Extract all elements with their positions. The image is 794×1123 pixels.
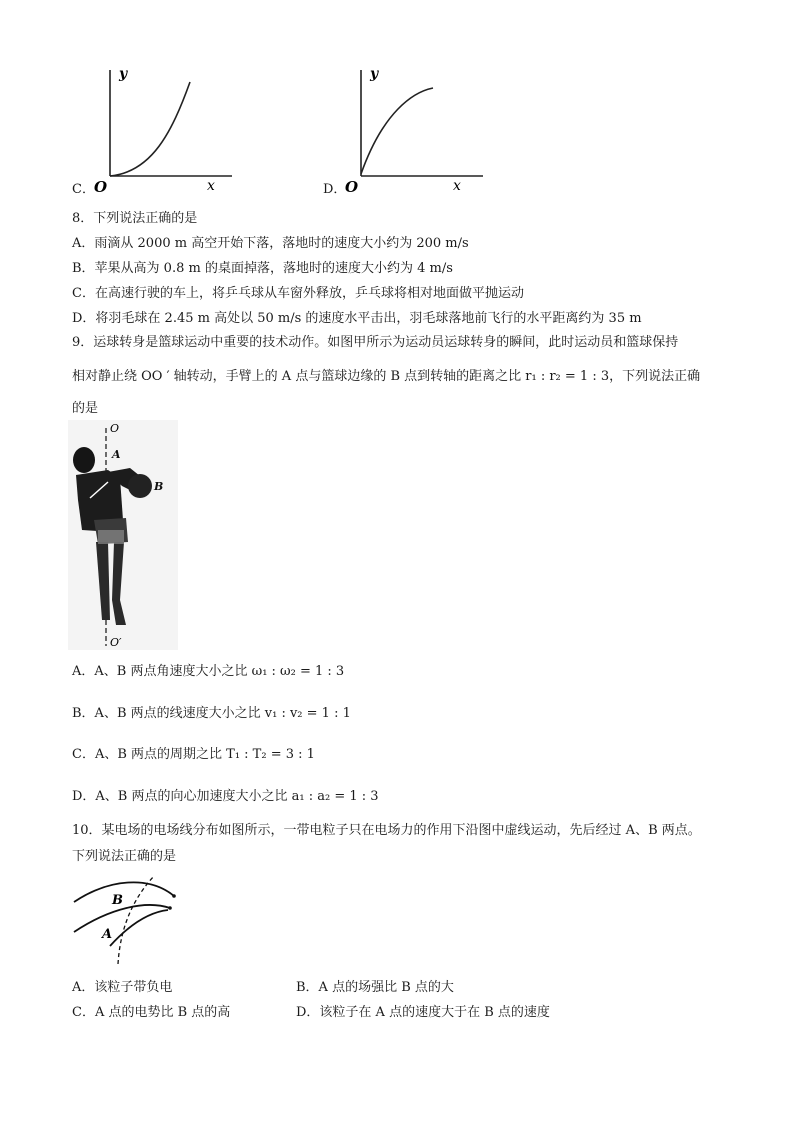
particle-trajectory [118, 876, 154, 964]
point-a-label: A [102, 927, 113, 942]
origin-label: O [94, 178, 108, 196]
q8-option-c: C．在高速行驶的车上，将乒乓球从车窗外释放，乒乓球将相对地面做平抛运动 [72, 286, 524, 301]
y-axis-label: y [370, 66, 379, 82]
q8-stem: 8．下列说法正确的是 [72, 211, 198, 226]
basketball [128, 474, 152, 498]
q7-graph-c [92, 62, 242, 197]
q8-option-a: A．雨滴从 2000 m 高空开始下落，落地时的速度大小约为 200 m/s [72, 236, 469, 251]
x-axis-label: x [207, 178, 215, 194]
q10-option-d: D．该粒子在 A 点的速度大于在 B 点的速度 [296, 1005, 550, 1020]
q9-option-c: C．A、B 两点的周期之比 T₁ : T₂ = 3 : 1 [72, 747, 315, 762]
axis-top-label: O [110, 422, 120, 435]
curve-concave-up [110, 82, 190, 176]
q7-option-c [72, 62, 232, 197]
curve-concave-down [361, 88, 433, 174]
q7-option-d-label: D． [323, 182, 347, 197]
q9-option-b: B．A、B 两点的线速度大小之比 v₁ : v₂ = 1 : 1 [72, 706, 351, 721]
player-head [73, 447, 95, 473]
q10-stem-line-2: 下列说法正确的是 [72, 849, 177, 864]
q10-stem-line-1: 10．某电场的电场线分布如图所示，一带电粒子只在电场力的作用下沿图中虚线运动，先后经过 A、B 两点。 [72, 823, 701, 838]
q9-stem-line-3: 的是 [72, 401, 99, 416]
x-axis-label: x [453, 178, 461, 194]
y-axis-label: y [119, 66, 128, 82]
q8-option-d: D．将羽毛球在 2.45 m 高处以 50 m/s 的速度水平击出，羽毛球落地前飞行的水平距离约为 35 m [72, 311, 642, 326]
q10-option-c: C．A 点的电势比 B 点的高 [72, 1005, 231, 1020]
q7-option-d [323, 62, 483, 197]
q9-figure-basketball-player [68, 420, 178, 650]
q9-stem-line-2: 相对静止绕 OO ′ 轴转动，手臂上的 A 点与篮球边缘的 B 点到转轴的距离之比 r₁ : r₂ = 1 : 3，下列说法正确 [72, 369, 701, 384]
q9-stem-line-1: 9．运球转身是篮球运动中重要的技术动作。如图甲所示为运动员运球转身的瞬间，此时运动员和篮球保持 [72, 335, 679, 350]
q10-option-b: B．A 点的场强比 B 点的大 [296, 980, 454, 995]
point-a-label: A [112, 448, 121, 461]
q10-option-a: A．该粒子带负电 [72, 980, 173, 995]
field-line-3 [110, 910, 168, 946]
point-b-label: B [112, 893, 123, 908]
q9-option-d: D．A、B 两点的向心加速度大小之比 a₁ : a₂ = 1 : 3 [72, 789, 379, 804]
q7-graph-d [343, 62, 493, 197]
axis-bottom-label: O′ [110, 636, 122, 649]
origin-label: O [345, 178, 359, 196]
field-line-1 [74, 882, 174, 902]
q7-option-c-label: C． [72, 182, 95, 197]
q9-option-a: A．A、B 两点角速度大小之比 ω₁ : ω₂ = 1 : 3 [72, 664, 345, 679]
q10-figure-electric-field [70, 872, 200, 967]
q8-option-b: B．苹果从高为 0.8 m 的桌面掉落，落地时的速度大小约为 4 m/s [72, 261, 453, 276]
field-line-2 [74, 905, 170, 932]
point-b-label: B [154, 480, 164, 493]
